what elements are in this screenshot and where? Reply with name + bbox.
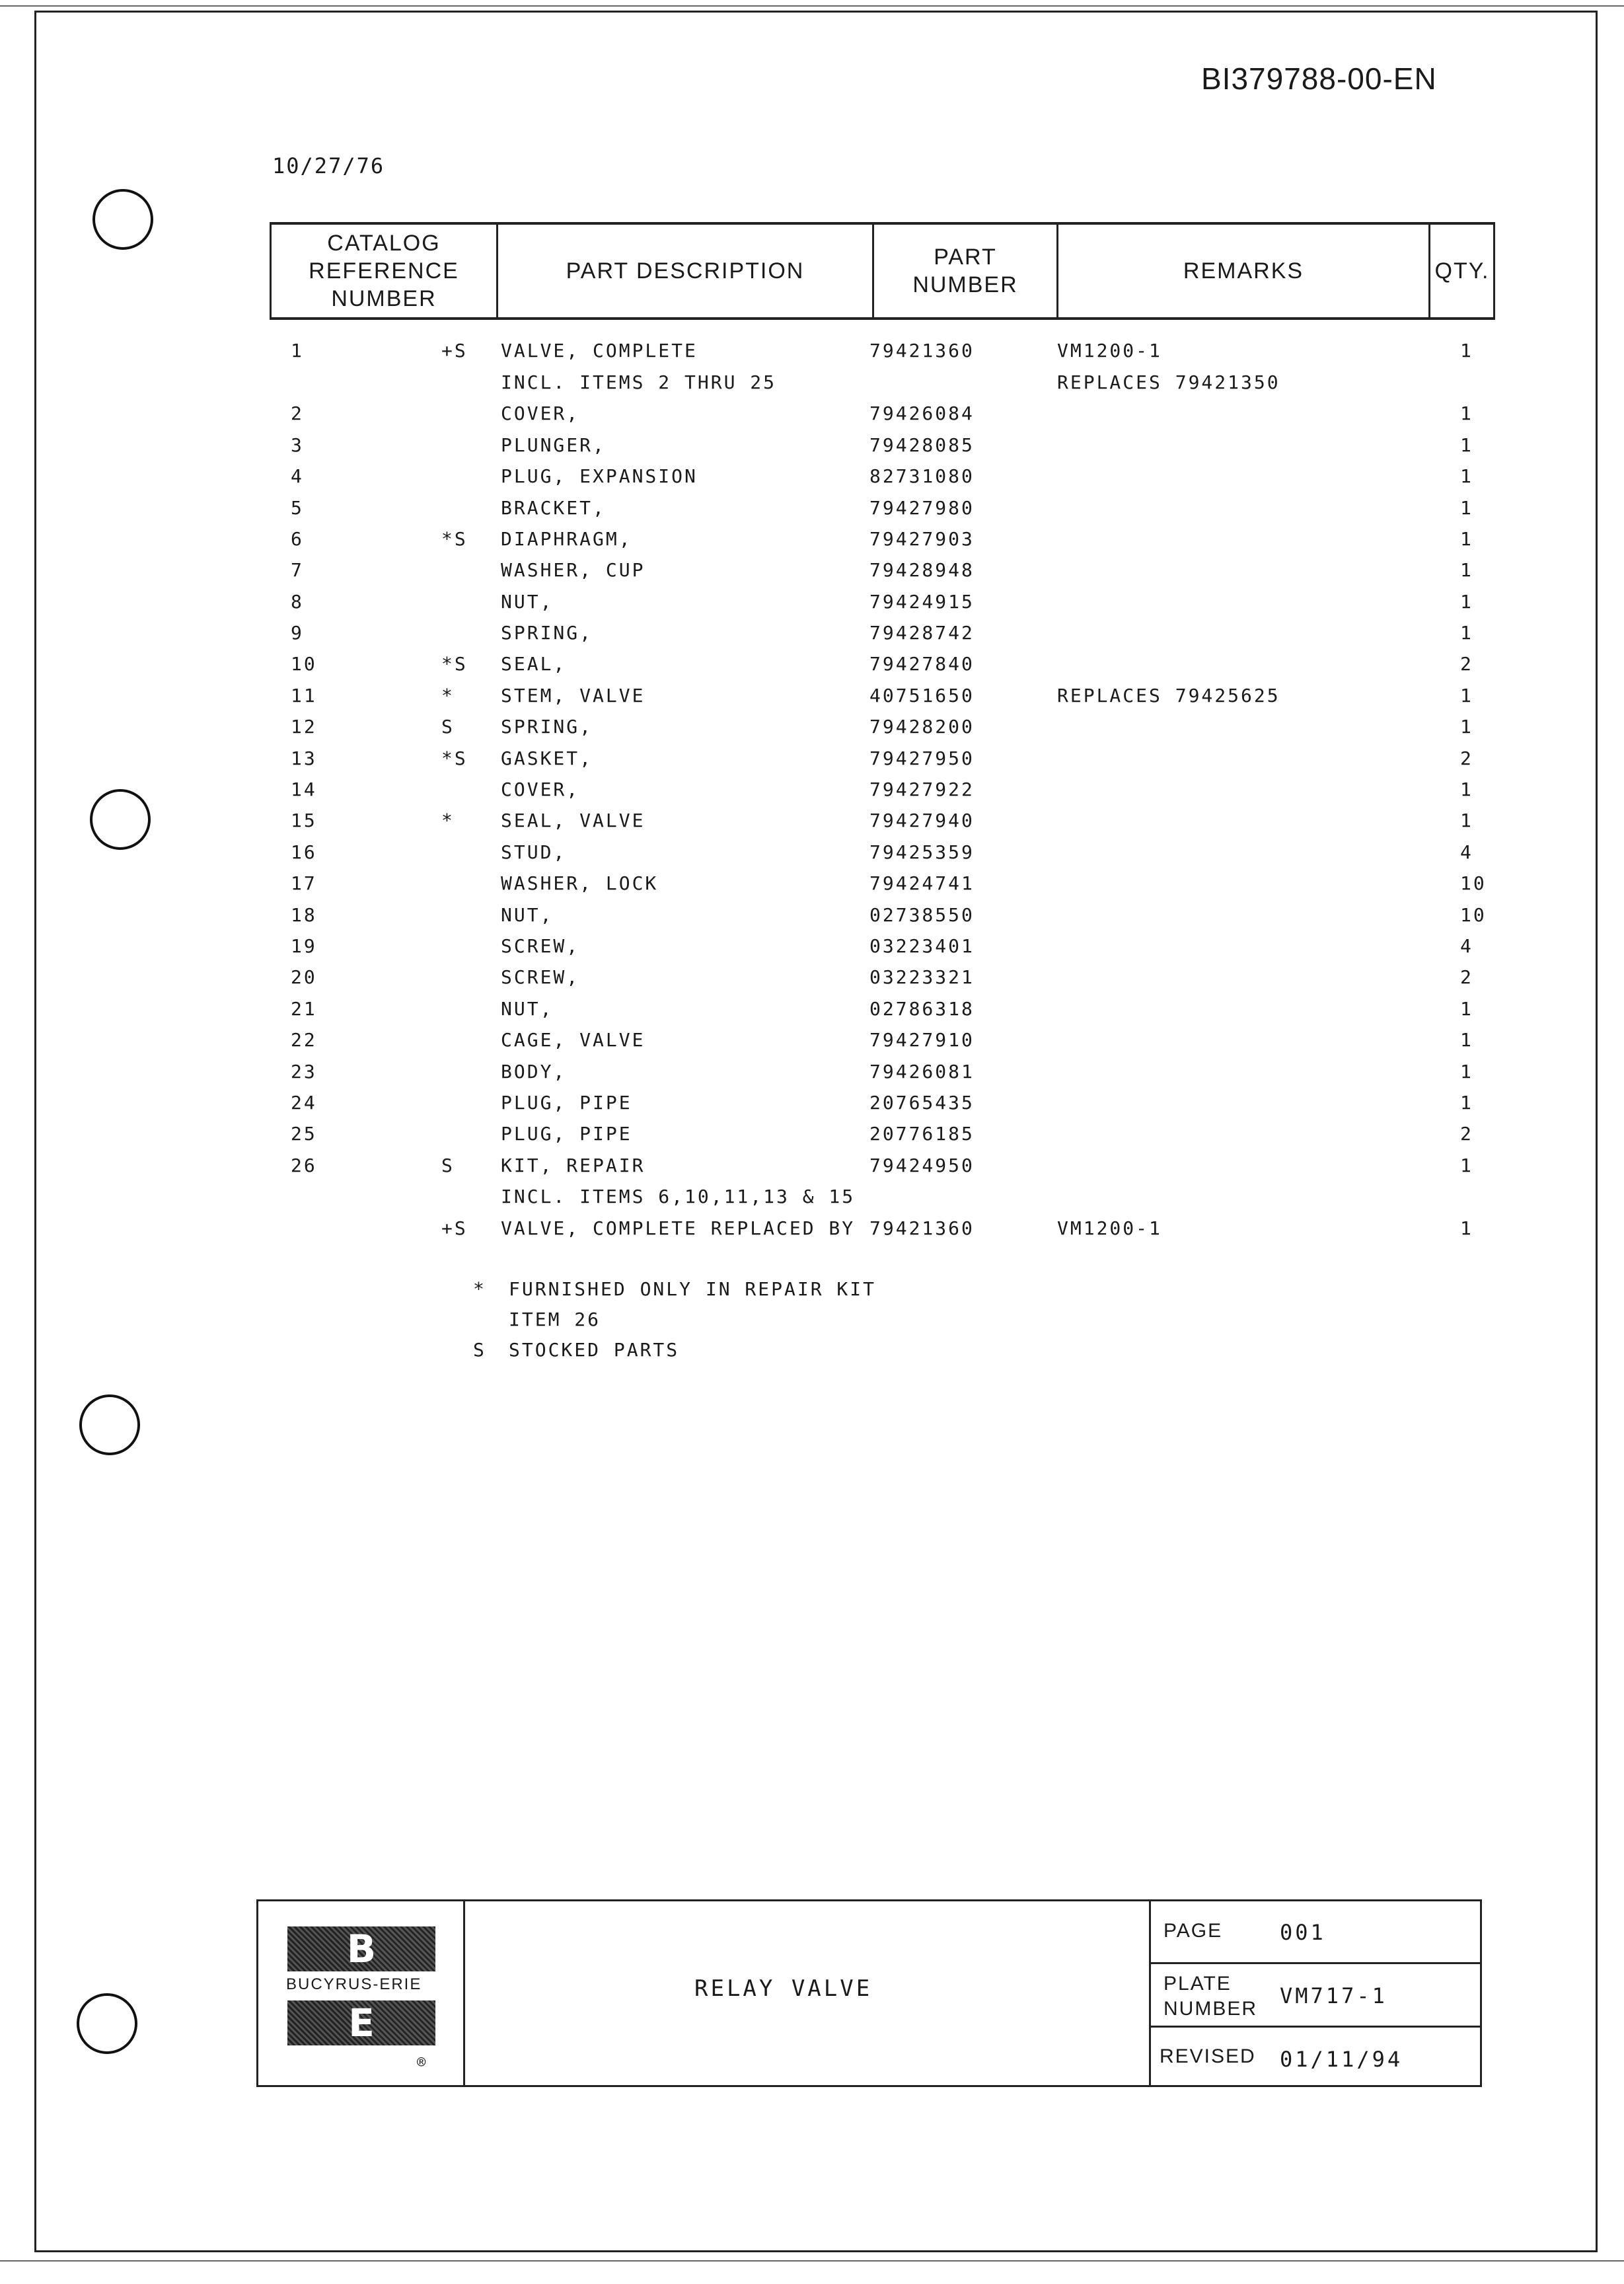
part-number-cell: 79424950 <box>869 1155 975 1176</box>
ref-cell: 3 <box>291 434 304 456</box>
part-number-cell: 20765435 <box>869 1092 975 1114</box>
table-row <box>0 998 1624 1028</box>
table-row <box>0 747 1624 778</box>
description-cell: GASKET, <box>501 747 593 769</box>
header-remarks: REMARKS <box>1183 258 1304 284</box>
legend-text-item: ITEM 26 <box>509 1309 601 1330</box>
ref-cell: 13 <box>291 747 317 769</box>
part-number-cell: 79427903 <box>869 528 975 550</box>
part-number-cell: 79427940 <box>869 810 975 831</box>
header-qty: QTY. <box>1434 258 1490 284</box>
table-row <box>0 935 1624 966</box>
ref-cell: 18 <box>291 904 317 926</box>
ref-cell: 16 <box>291 841 317 863</box>
revised-value: 01/11/94 <box>1280 2047 1403 2072</box>
description-cell: INCL. ITEMS 2 THRU 25 <box>501 371 777 393</box>
qty-cell: 1 <box>1460 1217 1473 1239</box>
scan-edge-bottom <box>0 2260 1624 2262</box>
description-cell: PLUNGER, <box>501 434 606 456</box>
part-number-cell: 02738550 <box>869 904 975 926</box>
symbol-cell: +S <box>441 340 468 362</box>
description-cell: INCL. ITEMS 6,10,11,13 & 15 <box>501 1186 856 1207</box>
part-number-cell: 03223321 <box>869 966 975 988</box>
title-block-divider <box>463 1901 465 2085</box>
ref-cell: 4 <box>291 465 304 487</box>
qty-cell: 2 <box>1460 653 1473 675</box>
plate-number-value: VM717-1 <box>1280 1983 1387 2008</box>
description-cell: COVER, <box>501 402 580 424</box>
symbol-cell: *S <box>441 528 468 550</box>
part-number-cell: 79427840 <box>869 653 975 675</box>
logo-letter-e: E <box>348 2000 375 2045</box>
table-row <box>0 685 1624 715</box>
ref-cell: 22 <box>291 1029 317 1051</box>
qty-cell: 4 <box>1460 935 1473 957</box>
part-number-cell: 79425359 <box>869 841 975 863</box>
symbol-cell: S <box>441 716 455 738</box>
legend-text-repair-kit: FURNISHED ONLY IN REPAIR KIT <box>509 1278 877 1300</box>
legend-text-stocked: STOCKED PARTS <box>509 1339 680 1361</box>
table-row <box>0 497 1624 527</box>
ref-cell: 8 <box>291 591 304 613</box>
table-row <box>0 1123 1624 1153</box>
table-row <box>0 904 1624 934</box>
ref-cell: 7 <box>291 559 304 581</box>
qty-cell: 1 <box>1460 622 1473 644</box>
description-cell: NUT, <box>501 998 554 1020</box>
qty-cell: 1 <box>1460 1155 1473 1176</box>
part-number-cell: 79427950 <box>869 747 975 769</box>
part-number-cell: 79428742 <box>869 622 975 644</box>
legend-symbol-star: * <box>473 1278 486 1300</box>
table-row <box>0 1092 1624 1122</box>
logo-company-name: BUCYRUS-ERIE <box>286 1975 422 1993</box>
punch-hole-3 <box>79 1394 140 1455</box>
ref-cell: 9 <box>291 622 304 644</box>
scan-edge-top <box>0 5 1624 7</box>
qty-cell: 10 <box>1460 904 1487 926</box>
part-number-cell: 79424915 <box>869 591 975 613</box>
qty-cell: 2 <box>1460 1123 1473 1145</box>
qty-cell: 10 <box>1460 872 1487 894</box>
table-row <box>0 810 1624 840</box>
part-number-cell: 79427922 <box>869 779 975 800</box>
description-cell: SEAL, VALVE <box>501 810 646 831</box>
description-cell: PLUG, EXPANSION <box>501 465 698 487</box>
table-row <box>0 966 1624 997</box>
remarks-cell: VM1200-1 <box>1057 340 1162 362</box>
description-cell: NUT, <box>501 591 554 613</box>
header-part-number: PART NUMBER <box>912 245 1018 297</box>
table-header <box>270 222 1495 320</box>
remarks-cell: REPLACES 79425625 <box>1057 685 1280 706</box>
title-block-divider <box>1149 1901 1151 2085</box>
qty-cell: 1 <box>1460 779 1473 800</box>
part-number-cell: 79424741 <box>869 872 975 894</box>
ref-cell: 12 <box>291 716 317 738</box>
remarks-cell: REPLACES 79421350 <box>1057 371 1280 393</box>
header-catalog-ref: CATALOG REFERENCE NUMBER <box>309 231 459 311</box>
description-cell: PLUG, PIPE <box>501 1092 632 1114</box>
description-cell: PLUG, PIPE <box>501 1123 632 1145</box>
part-number-cell: 79426081 <box>869 1061 975 1083</box>
qty-cell: 1 <box>1460 1092 1473 1114</box>
description-cell: SCREW, <box>501 935 580 957</box>
part-number-cell: 79428200 <box>869 716 975 738</box>
ref-cell: 19 <box>291 935 317 957</box>
page-value: 001 <box>1280 1920 1326 1945</box>
qty-cell: 2 <box>1460 747 1473 769</box>
description-cell: STEM, VALVE <box>501 685 646 706</box>
bucyrus-erie-logo-b <box>287 1926 435 1971</box>
symbol-cell: * <box>441 810 455 831</box>
ref-cell: 15 <box>291 810 317 831</box>
ref-cell: 20 <box>291 966 317 988</box>
qty-cell: 1 <box>1460 559 1473 581</box>
qty-cell: 1 <box>1460 716 1473 738</box>
qty-cell: 1 <box>1460 1061 1473 1083</box>
qty-cell: 1 <box>1460 685 1473 706</box>
qty-cell: 1 <box>1460 810 1473 831</box>
document-date: 10/27/76 <box>272 153 385 178</box>
symbol-cell: *S <box>441 653 468 675</box>
qty-cell: 1 <box>1460 591 1473 613</box>
table-row <box>0 841 1624 872</box>
part-number-cell: 79421360 <box>869 340 975 362</box>
table-row <box>0 559 1624 590</box>
description-cell: BODY, <box>501 1061 567 1083</box>
qty-cell: 1 <box>1460 497 1473 519</box>
part-number-cell: 79427910 <box>869 1029 975 1051</box>
part-number-cell: 79428085 <box>869 434 975 456</box>
ref-cell: 1 <box>291 340 304 362</box>
part-number-cell: 02786318 <box>869 998 975 1020</box>
logo-letter-b: B <box>346 1926 377 1971</box>
table-row <box>0 434 1624 465</box>
symbol-cell: +S <box>441 1217 468 1239</box>
description-cell: SPRING, <box>501 622 593 644</box>
punch-hole-4 <box>77 1993 137 2054</box>
drawing-title: RELAY VALVE <box>694 1975 873 2002</box>
header-description: PART DESCRIPTION <box>566 258 805 284</box>
table-row <box>0 1029 1624 1059</box>
ref-cell: 11 <box>291 685 317 706</box>
revised-label: REVISED <box>1160 2045 1256 2067</box>
table-row <box>0 371 1624 402</box>
qty-cell: 1 <box>1460 402 1473 424</box>
ref-cell: 21 <box>291 998 317 1020</box>
part-number-cell: 03223401 <box>869 935 975 957</box>
ref-cell: 17 <box>291 872 317 894</box>
qty-cell: 1 <box>1460 465 1473 487</box>
description-cell: VALVE, COMPLETE <box>501 340 698 362</box>
remarks-cell: VM1200-1 <box>1057 1217 1162 1239</box>
ref-cell: 10 <box>291 653 317 675</box>
part-number-cell: 79428948 <box>869 559 975 581</box>
table-row <box>0 716 1624 746</box>
qty-cell: 1 <box>1460 340 1473 362</box>
plate-number-label: PLATE NUMBER <box>1163 1973 1258 2020</box>
table-row <box>0 1186 1624 1216</box>
document-id: BI379788-00-EN <box>1201 61 1437 96</box>
table-row <box>0 872 1624 903</box>
table-row <box>0 591 1624 621</box>
qty-cell: 1 <box>1460 998 1473 1020</box>
table-row <box>0 1155 1624 1185</box>
legend-symbol-s: S <box>473 1339 486 1361</box>
ref-cell: 23 <box>291 1061 317 1083</box>
title-block-divider <box>1149 2026 1482 2028</box>
description-cell: DIAPHRAGM, <box>501 528 632 550</box>
part-number-cell: 79421360 <box>869 1217 975 1239</box>
table-row <box>0 340 1624 370</box>
title-block <box>256 1899 1482 2087</box>
qty-cell: 2 <box>1460 966 1473 988</box>
part-number-cell: 20776185 <box>869 1123 975 1145</box>
ref-cell: 6 <box>291 528 304 550</box>
qty-cell: 1 <box>1460 528 1473 550</box>
punch-hole-1 <box>92 189 153 250</box>
description-cell: SCREW, <box>501 966 580 988</box>
table-row <box>0 622 1624 652</box>
ref-cell: 5 <box>291 497 304 519</box>
table-row <box>0 528 1624 558</box>
table-row <box>0 653 1624 683</box>
ref-cell: 14 <box>291 779 317 800</box>
page-label: PAGE <box>1163 1920 1223 1942</box>
part-number-cell: 40751650 <box>869 685 975 706</box>
description-cell: COVER, <box>501 779 580 800</box>
part-number-cell: 79426084 <box>869 402 975 424</box>
table-row <box>0 779 1624 809</box>
description-cell: NUT, <box>501 904 554 926</box>
description-cell: SPRING, <box>501 716 593 738</box>
part-number-cell: 79427980 <box>869 497 975 519</box>
table-row <box>0 402 1624 433</box>
qty-cell: 4 <box>1460 841 1473 863</box>
ref-cell: 2 <box>291 402 304 424</box>
symbol-cell: *S <box>441 747 468 769</box>
description-cell: STUD, <box>501 841 567 863</box>
symbol-cell: S <box>441 1155 455 1176</box>
ref-cell: 26 <box>291 1155 317 1176</box>
registered-mark: ® <box>417 2055 426 2071</box>
qty-cell: 1 <box>1460 1029 1473 1051</box>
description-cell: BRACKET, <box>501 497 606 519</box>
bucyrus-erie-logo-e <box>287 2000 435 2045</box>
description-cell: CAGE, VALVE <box>501 1029 646 1051</box>
part-number-cell: 82731080 <box>869 465 975 487</box>
description-cell: WASHER, LOCK <box>501 872 659 894</box>
qty-cell: 1 <box>1460 434 1473 456</box>
table-row <box>0 465 1624 496</box>
description-cell: WASHER, CUP <box>501 559 646 581</box>
title-block-divider <box>1149 1962 1482 1964</box>
ref-cell: 25 <box>291 1123 317 1145</box>
ref-cell: 24 <box>291 1092 317 1114</box>
symbol-cell: * <box>441 685 455 706</box>
table-row <box>0 1061 1624 1091</box>
description-cell: KIT, REPAIR <box>501 1155 646 1176</box>
description-cell: VALVE, COMPLETE REPLACED BY <box>501 1217 856 1239</box>
table-row <box>0 1217 1624 1248</box>
description-cell: SEAL, <box>501 653 567 675</box>
